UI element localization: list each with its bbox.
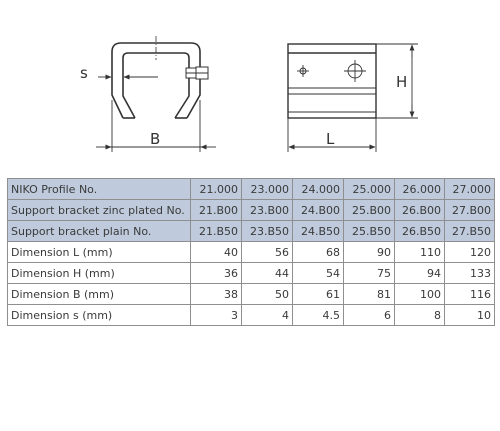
label-l: L xyxy=(326,130,335,148)
technical-drawing xyxy=(0,0,500,175)
row-label: Dimension L (mm) xyxy=(8,242,191,263)
table-cell: 26.B00 xyxy=(395,200,445,221)
table-cell: 56 xyxy=(242,242,293,263)
table-cell: 8 xyxy=(395,305,445,326)
spec-table xyxy=(7,178,495,326)
table-cell: 21.B50 xyxy=(191,221,242,242)
table-cell: 133 xyxy=(445,263,495,284)
table-cell: 116 xyxy=(445,284,495,305)
label-s: s xyxy=(80,64,88,82)
table-cell: 27.B00 xyxy=(445,200,495,221)
table-row xyxy=(8,179,495,200)
table-cell: 25.B00 xyxy=(344,200,395,221)
table-cell: 4 xyxy=(242,305,293,326)
table-cell: 50 xyxy=(242,284,293,305)
spec-table-body xyxy=(8,179,495,326)
table-row xyxy=(8,263,495,284)
table-row xyxy=(8,221,495,242)
label-b: B xyxy=(150,130,161,148)
hole-left-icon xyxy=(297,65,309,77)
table-cell: 120 xyxy=(445,242,495,263)
table-row xyxy=(8,242,495,263)
table-cell: 75 xyxy=(344,263,395,284)
table-cell: 68 xyxy=(293,242,344,263)
table-cell: 94 xyxy=(395,263,445,284)
table-cell: 44 xyxy=(242,263,293,284)
table-cell: 4.5 xyxy=(293,305,344,326)
table-cell: 81 xyxy=(344,284,395,305)
bracket-side-view xyxy=(288,44,376,118)
table-row xyxy=(8,284,495,305)
table-cell: 25.B50 xyxy=(344,221,395,242)
table-cell: 6 xyxy=(344,305,395,326)
row-label: Support bracket zinc plated No. xyxy=(8,200,191,221)
row-label: Dimension H (mm) xyxy=(8,263,191,284)
row-label: Dimension B (mm) xyxy=(8,284,191,305)
table-cell: 26.000 xyxy=(395,179,445,200)
table-row xyxy=(8,200,495,221)
table-cell: 90 xyxy=(344,242,395,263)
table-cell: 36 xyxy=(191,263,242,284)
bolt-icon xyxy=(186,67,208,79)
row-label: Dimension s (mm) xyxy=(8,305,191,326)
table-cell: 23.B50 xyxy=(242,221,293,242)
table-cell: 100 xyxy=(395,284,445,305)
table-cell: 54 xyxy=(293,263,344,284)
table-cell: 23.B00 xyxy=(242,200,293,221)
bracket-front-view xyxy=(112,43,200,118)
table-cell: 10 xyxy=(445,305,495,326)
table-cell: 27.B50 xyxy=(445,221,495,242)
table-cell: 38 xyxy=(191,284,242,305)
table-cell: 24.B50 xyxy=(293,221,344,242)
table-cell: 40 xyxy=(191,242,242,263)
table-cell: 61 xyxy=(293,284,344,305)
row-label: Support bracket plain No. xyxy=(8,221,191,242)
table-cell: 23.000 xyxy=(242,179,293,200)
table-cell: 3 xyxy=(191,305,242,326)
hole-right-icon xyxy=(344,60,366,82)
table-cell: 21.000 xyxy=(191,179,242,200)
table-cell: 25.000 xyxy=(344,179,395,200)
table-cell: 24.000 xyxy=(293,179,344,200)
table-cell: 110 xyxy=(395,242,445,263)
row-label: NIKO Profile No. xyxy=(8,179,191,200)
table-cell: 21.B00 xyxy=(191,200,242,221)
table-cell: 27.000 xyxy=(445,179,495,200)
table-cell: 26.B50 xyxy=(395,221,445,242)
label-h: H xyxy=(396,73,408,91)
table-row xyxy=(8,305,495,326)
table-cell: 24.B00 xyxy=(293,200,344,221)
